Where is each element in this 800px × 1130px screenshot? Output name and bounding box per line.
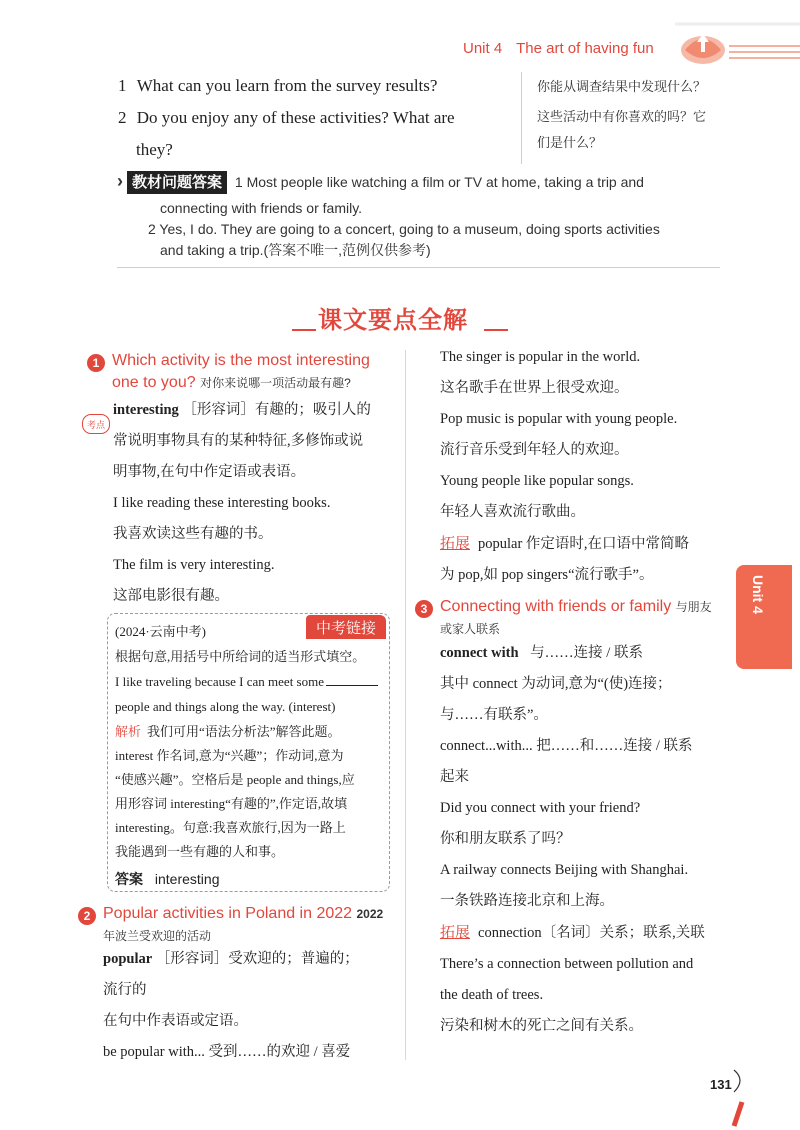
answer-value: interesting — [154, 871, 220, 887]
analysis-label: 解析 — [115, 724, 142, 739]
question-1 — [118, 70, 513, 102]
definition-line: 其中 connect 为动词,意为“(使)连接； — [440, 676, 672, 692]
example-sentence: Pop music is popular with young people. — [440, 411, 678, 427]
definition-line: 在句中作表语或定语。 — [103, 1013, 248, 1029]
keyword: connect with — [440, 645, 519, 661]
answer-1-line-1: 1 Most people like watching a film or TV at home, taking a trip and — [234, 174, 644, 190]
definition-popular — [103, 944, 398, 1068]
example-translation: 年轻人喜欢流行歌曲。 — [440, 504, 585, 520]
example-sentence: Did you connect with your friend? — [440, 800, 641, 816]
question-2-translation-cont: 们是什么？ — [537, 135, 603, 150]
section-1-title-cont: one to you? — [112, 374, 196, 391]
section-2-title: Popular activities in Poland in 2022 — [103, 905, 353, 922]
exam-prompt: 根据句意,用括号中所给词的适当形式填空。 — [115, 649, 366, 664]
analysis-line: 我能遇到一些有趣的人和事。 — [115, 844, 285, 859]
banner-underline-right — [484, 329, 508, 331]
question-text: What can you learn from the survey results? — [136, 76, 438, 95]
page-corner-decoration-icon — [730, 1068, 760, 1128]
section-2-title-year: 2022 — [356, 907, 384, 921]
example-translation: 我喜欢读这些有趣的书。 — [113, 526, 273, 542]
extension-text: popular 作定语时,在口语中常简略 — [478, 536, 690, 552]
answer-badge: 教材问题答案 — [127, 171, 227, 194]
question-number: 1 — [118, 76, 127, 95]
section-3-title-cn: 与朋友 — [675, 600, 712, 614]
extension-text: connection〔名词〕关系；联系,关联 — [478, 925, 705, 941]
definition-interesting — [113, 395, 398, 612]
definition-line: 常说明事物具有的某种特征,多修饰或说 — [113, 433, 364, 449]
section-2-heading — [103, 903, 403, 947]
analysis-line: 我们可用“语法分析法”解答此题。 — [147, 724, 341, 739]
section-number-3: 3 — [415, 600, 433, 618]
divider — [117, 267, 720, 268]
definition-line: 流行的 — [103, 982, 147, 998]
analysis-line: interest 作名词,意为“兴趣”；作动词,意为 — [115, 748, 344, 763]
header-title: The art of having fun — [516, 40, 654, 57]
exam-link-tag: 中考链接 — [306, 615, 386, 639]
keyword: popular — [103, 951, 153, 967]
example-translation: 这名歌手在世界上很受欢迎。 — [440, 380, 629, 396]
exam-link-content — [115, 619, 385, 719]
example-translation: 污染和树木的死亡之间有关系。 — [440, 1018, 643, 1034]
question-2 — [118, 102, 513, 166]
phrase-usage-cont: 起来 — [440, 769, 469, 785]
connect-with-entry — [440, 638, 735, 1042]
section-3-heading — [440, 596, 740, 640]
exam-question: I like traveling because I can meet some — [115, 674, 324, 689]
section-number-2: 2 — [78, 907, 96, 925]
example-translation: 你和朋友联系了吗？ — [440, 831, 571, 847]
keyword-definition: ［形容词］有趣的；吸引人的 — [182, 402, 371, 418]
analysis-line: 用形容词 interesting“有趣的”,作定语,故填 — [115, 796, 348, 811]
exam-question-cont: people and things along the way. (interest) — [115, 699, 336, 714]
question-text: Do you enjoy any of these activities? What are — [136, 108, 455, 127]
answers-block — [117, 171, 717, 194]
section-banner: 课文要点全解 — [318, 307, 468, 334]
phrase-usage: be popular with... 受到……的欢迎 / 喜爱 — [103, 1044, 351, 1060]
chevron-right-icon: › — [117, 171, 123, 191]
column-divider — [521, 72, 522, 164]
exam-analysis — [115, 720, 385, 864]
extension-text-cont: 为 pop,如 pop singers“流行歌手”。 — [440, 567, 654, 583]
phrase-usage: connect...with... 把……和……连接 / 联系 — [440, 738, 693, 754]
example-sentence: The film is very interesting. — [113, 557, 275, 573]
answer-label: 答案 — [115, 871, 143, 887]
example-sentence: There’s a connection between pollution and — [440, 956, 694, 972]
analysis-line: “使感兴趣”。空格后是 people and things,应 — [115, 772, 355, 787]
section-3-title-cn-cont: 或家人联系 — [440, 622, 501, 636]
section-1-title: Which activity is the most interesting — [112, 352, 370, 369]
answer-2-line-1: 2 Yes, I do. They are going to a concert, going to a museum, doing sports activities — [148, 221, 660, 237]
header-unit: Unit 4 — [463, 40, 503, 57]
unit-side-tab-label: Unit 4 — [750, 575, 766, 614]
running-header — [463, 40, 654, 57]
answer-2-line-2: and taking a trip.(答案不唯一,范例仅供参考) — [160, 242, 431, 258]
section-3-title: Connecting with friends or family — [440, 598, 672, 615]
extension-label: 拓展 — [440, 924, 471, 941]
example-sentence: Young people like popular songs. — [440, 473, 634, 489]
exam-source: (2024·云南中考) — [115, 624, 206, 639]
question-number: 2 — [118, 108, 127, 127]
exam-answer — [115, 869, 219, 889]
question-2-translation: 这些活动中有你喜欢的吗？它 — [537, 109, 707, 124]
example-translation: 这部电影很有趣。 — [113, 588, 229, 604]
section-1-heading — [112, 350, 397, 394]
question-1-translation: 你能从调查结果中发现什么？ — [537, 79, 707, 94]
header-decoration-icon — [655, 22, 800, 72]
answer-blank — [326, 685, 378, 686]
keyword-definition: 与……连接 / 联系 — [530, 645, 643, 661]
keyword: interesting — [113, 402, 179, 418]
example-translation: 一条铁路连接北京和上海。 — [440, 893, 614, 909]
section-number-1: 1 — [87, 354, 105, 372]
keyword-definition: ［形容词］受欢迎的；普遍的； — [155, 951, 359, 967]
popular-examples — [440, 342, 735, 591]
example-translation: 流行音乐受到年轻人的欢迎。 — [440, 442, 629, 458]
example-sentence: The singer is popular in the world. — [440, 349, 641, 365]
question-text-cont: they? — [136, 140, 173, 159]
center-divider — [405, 350, 406, 1060]
page-number: 131 — [710, 1077, 732, 1092]
section-2-title-cn: 年波兰受欢迎的活动 — [103, 929, 212, 943]
exam-point-icon: 考点 — [82, 414, 110, 434]
banner-underline-left — [292, 329, 316, 331]
definition-line: 明事物,在句中作定语或表语。 — [113, 464, 306, 480]
example-sentence: I like reading these interesting books. — [113, 495, 331, 511]
analysis-line: interesting。句意:我喜欢旅行,因为一路上 — [115, 820, 346, 835]
section-1-title-cn: 对你来说哪一项活动最有趣? — [200, 376, 351, 390]
example-sentence: A railway connects Beijing with Shanghai. — [440, 862, 689, 878]
example-sentence-cont: the death of trees. — [440, 987, 544, 1003]
definition-line: 与……有联系”。 — [440, 707, 548, 723]
answer-1-line-2: connecting with friends or family. — [160, 200, 363, 216]
extension-label: 拓展 — [440, 535, 471, 552]
